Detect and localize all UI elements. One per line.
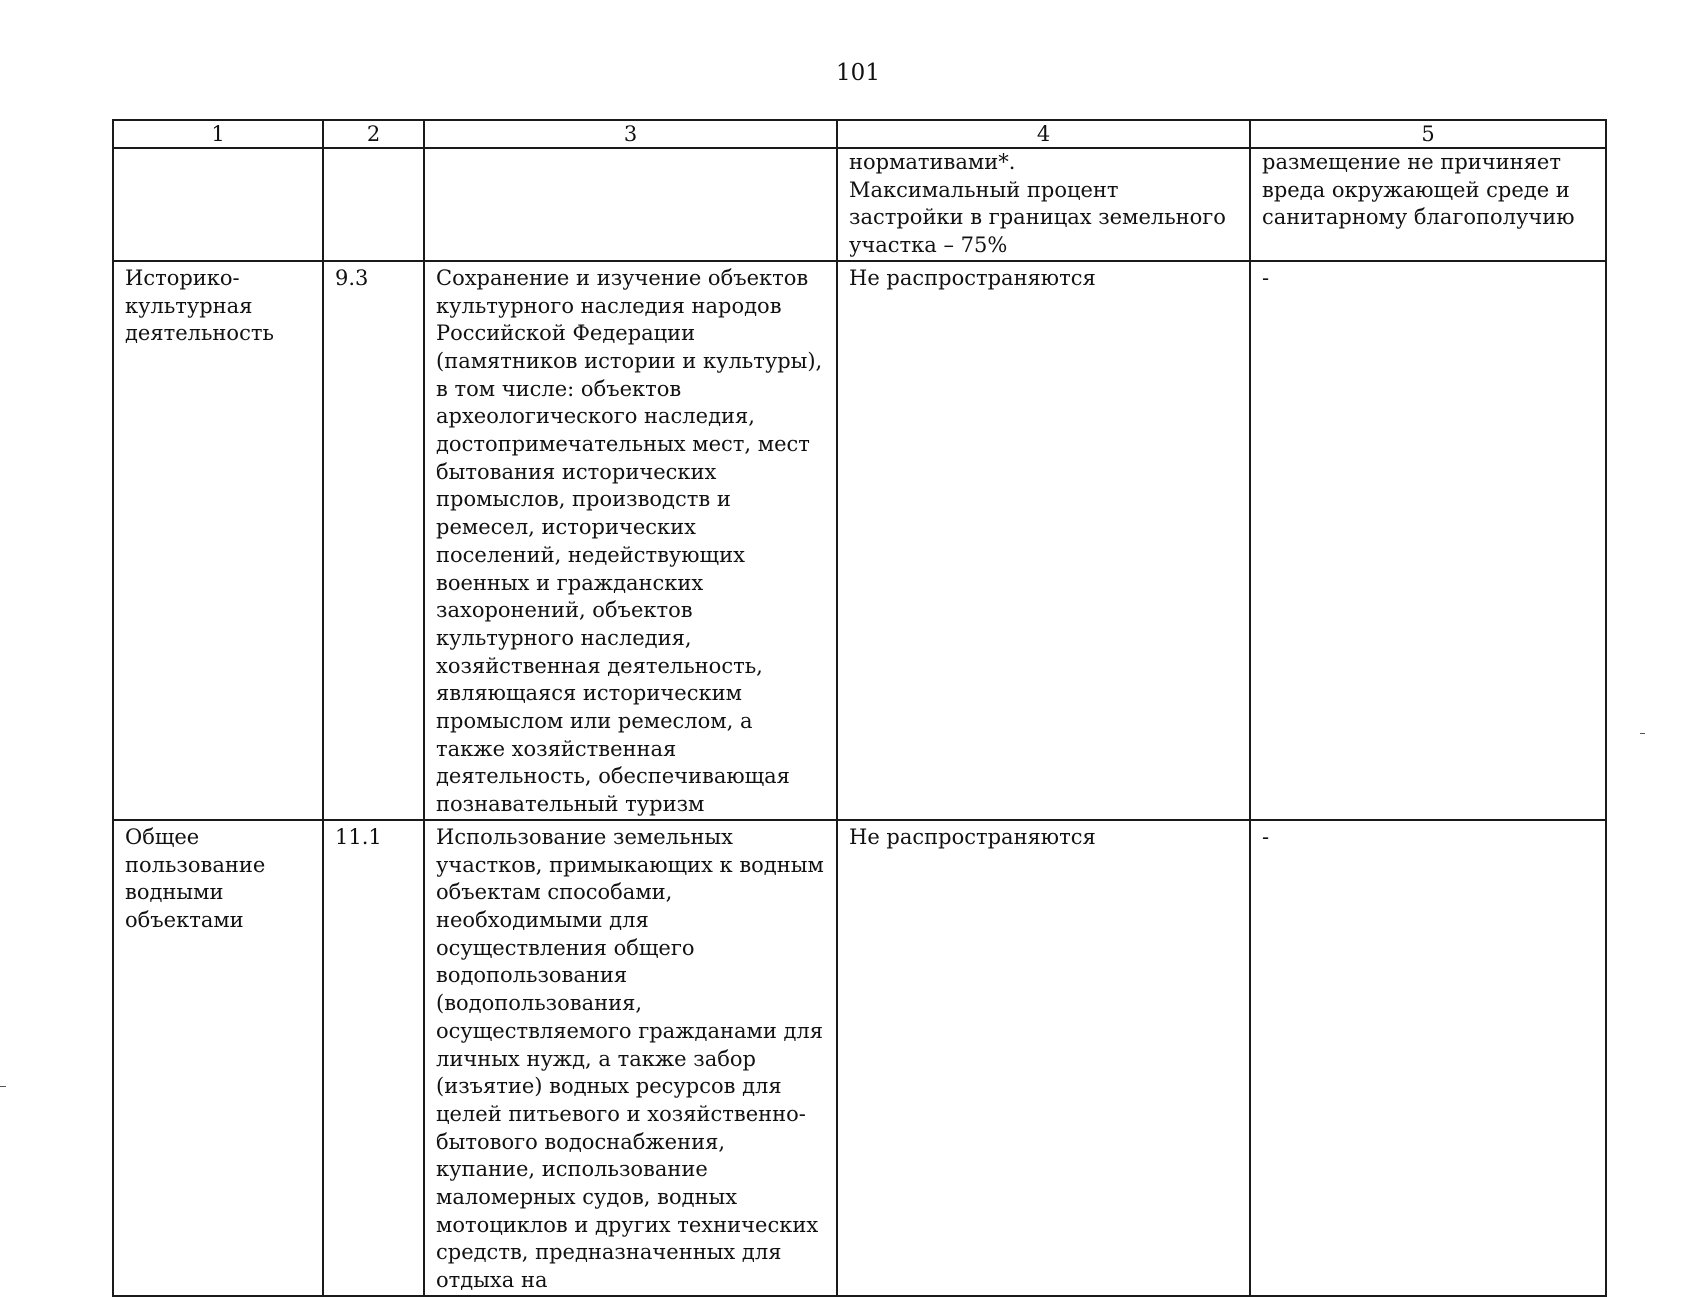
column-number-row — [113, 120, 1606, 148]
continuation-text-4: нормативами*. Максимальный процент застройки в границах земельного участка – 75% — [849, 150, 1226, 258]
use-type-description: Сохранение и изучение объектов культурного наследия народов Российской Федерации (памятников истории и культуры), в том числе: объектов археологического наследия, достопримечательных мест, мест бытования исторических промыслов, производств и ремесел, исторических поселений, недействующих военных и гражданских захоронений, объектов культурного наследия, хозяйственная деятельность, являющаяся историческим промыслом или ремеслом, а также хозяйственная деятельность, обеспечивающая познавательный туризм — [424, 261, 837, 820]
scan-artifact-mark — [1640, 733, 1645, 734]
column-header-3: 3 — [424, 120, 837, 148]
continuation-cell-3 — [424, 148, 837, 261]
use-type-name: Историко- культурная деятельность — [113, 261, 323, 820]
column-header-2: 2 — [323, 120, 424, 148]
use-type-notes: - — [1250, 261, 1606, 820]
table-row — [113, 820, 1606, 1296]
column-header-4: 4 — [837, 120, 1250, 148]
continuation-row — [113, 148, 1606, 261]
column-header-1: 1 — [113, 120, 323, 148]
continuation-cell-5 — [1250, 148, 1606, 261]
use-type-limits: Не распространяются — [837, 261, 1250, 820]
page-number: 101 — [836, 60, 880, 86]
regulations-table — [112, 119, 1607, 1297]
use-type-notes: - — [1250, 820, 1606, 1296]
use-type-code: 9.3 — [323, 261, 424, 820]
continuation-text-5: размещение не причиняет вреда окружающей среде и санитарному благополучию — [1262, 150, 1575, 230]
use-type-description: Использование земельных участков, примыкающих к водным объектам способами, необходимыми для осуществления общего водопользования (водопользования, осуществляемого гражданами для личных нужд, а также забор (изъятие) водных ресурсов для целей питьевого и хозяйственно-бытового водоснабжения, купание, использование маломерных судов, водных мотоциклов и других технических средств, предназначенных для отдыха на — [424, 820, 837, 1296]
scan-artifact-mark — [0, 1086, 6, 1087]
table-row — [113, 261, 1606, 820]
continuation-cell-4 — [837, 148, 1250, 261]
column-header-5: 5 — [1250, 120, 1606, 148]
continuation-cell-1 — [113, 148, 323, 261]
use-type-name: Общее пользование водными объектами — [113, 820, 323, 1296]
use-type-limits: Не распространяются — [837, 820, 1250, 1296]
use-type-code: 11.1 — [323, 820, 424, 1296]
continuation-cell-2 — [323, 148, 424, 261]
